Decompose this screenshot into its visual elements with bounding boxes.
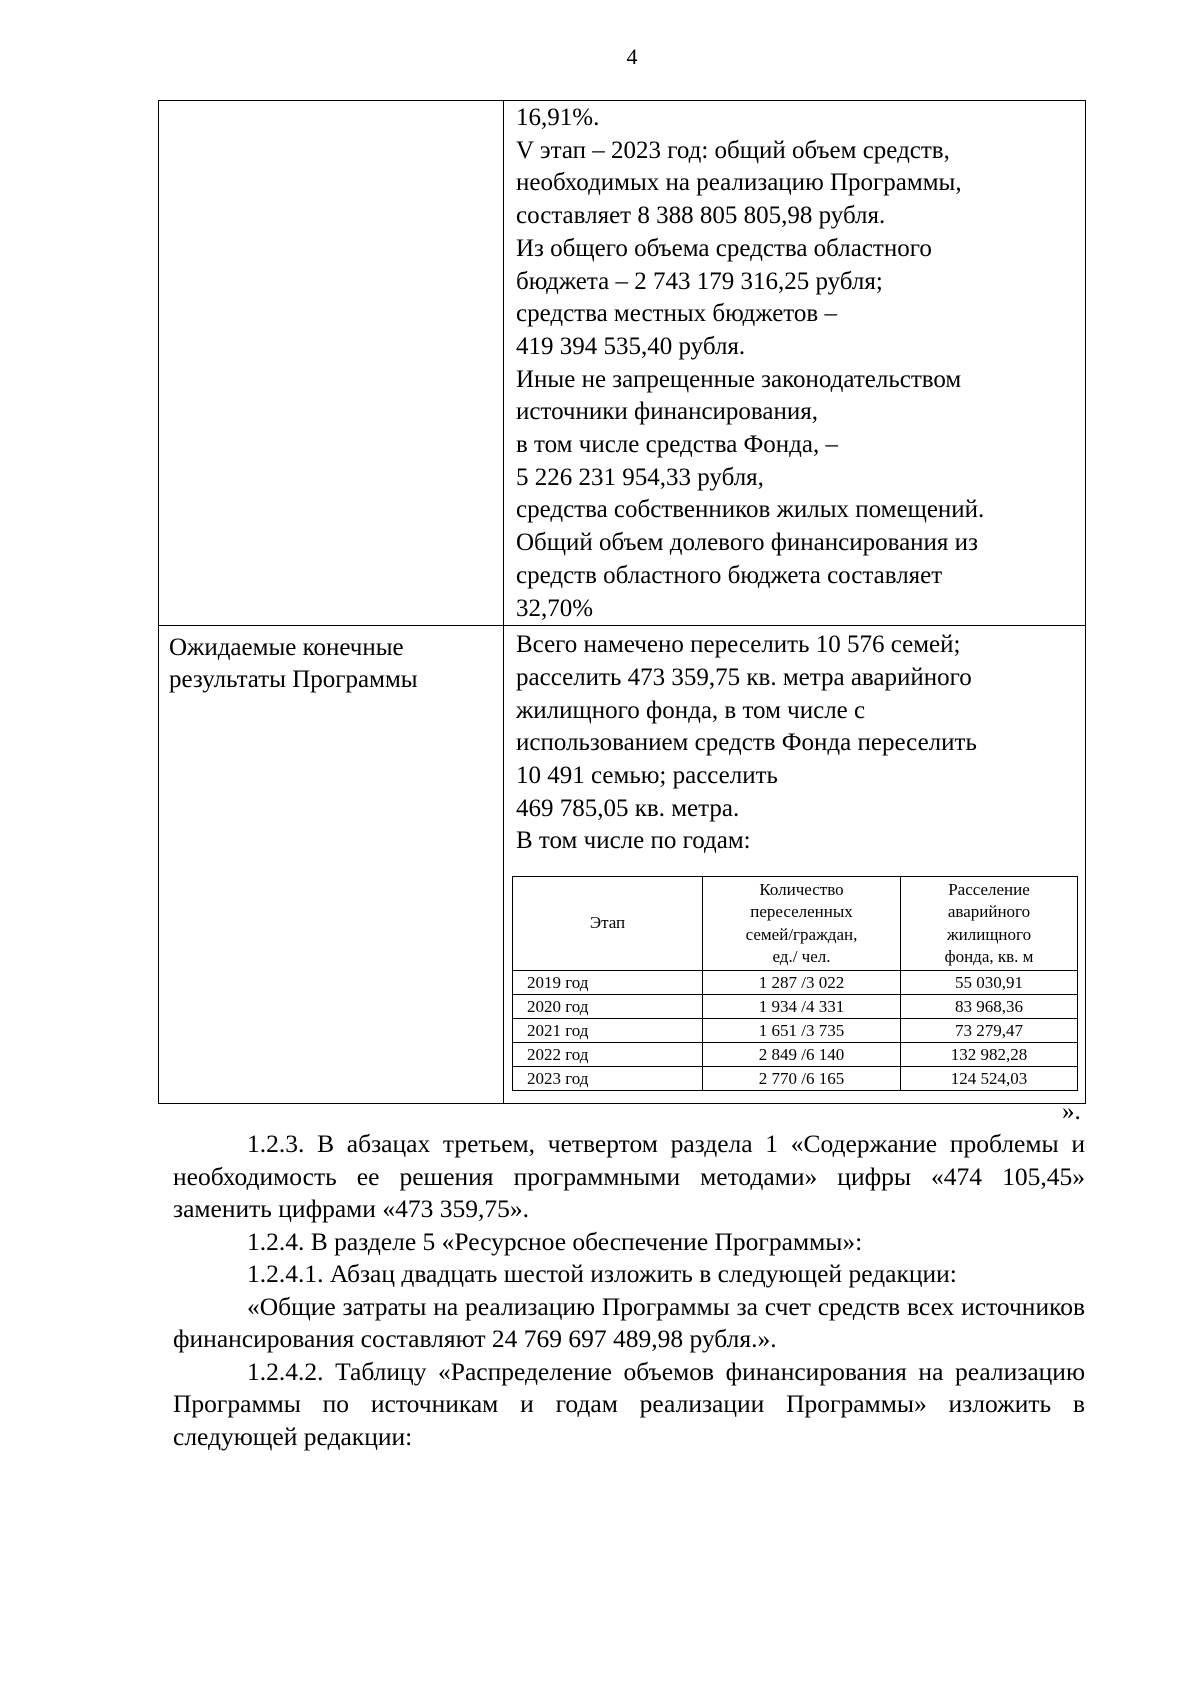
row-year: 2021 год [513,1019,703,1043]
paragraph-1-2-4-1: 1.2.4.1. Абзац двадцать шестой изложить в следующей редакции: [247,1259,957,1288]
funding-line: средства собственников жилых помещений. [516,496,985,524]
row-families: 1 934 /4 331 [703,995,901,1019]
program-passport-table [158,100,1086,1104]
closing-quote: ». [1062,1098,1081,1125]
row-area: 83 968,36 [901,995,1078,1019]
page-number: 4 [626,44,638,69]
header-area-line: аварийного [947,902,1031,922]
results-line: использованием средств Фонда переселить [516,729,977,757]
row-families: 2 849 /6 140 [703,1043,901,1067]
funding-line: средств областного бюджета составляет [516,561,943,589]
row-year: 2019 год [513,971,703,995]
header-families-line: семей/граждан, [745,924,858,944]
row-year: 2023 год [513,1067,703,1091]
funding-line: 16,91%. [516,104,600,131]
row-year: 2022 год [513,1043,703,1067]
header-families-line: Количество [759,879,844,899]
paragraph-1-2-3: 1.2.3. В абзацах третьем, четвертом раздела 1 «Содержание проблемы и необходимость ее решения программными методами» цифры «474 105,45» заменить цифрами «473 359,75». [173,1129,1085,1223]
header-area-line: фонда, кв. м [944,947,1034,967]
table-row [513,971,1078,995]
results-line: Всего намечено переселить 10 576 семей; [516,631,961,659]
header-families-line: ед./ чел. [772,947,831,967]
header-area-line: Расселение [948,879,1030,899]
results-row-label [159,626,504,1104]
funding-line: 419 394 535,40 рубля. [516,332,746,360]
funding-line: 5 226 231 954,33 рубля, [516,463,764,491]
paragraph-1-2-4: 1.2.4. В разделе 5 «Ресурсное обеспечение Программы»: [247,1226,863,1256]
results-label-line: результаты Программы [169,666,418,694]
row-families: 1 651 /3 735 [703,1019,901,1043]
funding-row-value [504,101,1086,626]
funding-line: V этап – 2023 год: общий объем средств, [516,136,950,164]
results-row-value [504,626,1086,1104]
funding-line: источники финансирования, [516,398,819,426]
resettlement-by-year-table [512,876,1078,1091]
funding-line: средства местных бюджетов – [516,300,837,328]
funding-line: Из общего объема средства областного [516,234,932,262]
results-row [159,626,1086,1104]
funding-row [159,101,1086,626]
results-line: В том числе по годам: [516,827,751,855]
funding-line: бюджета – 2 743 179 316,25 рубля; [516,267,883,295]
funding-line: составляет 8 388 805 805,98 рубля. [516,202,886,230]
funding-line: Общий объем долевого финансирования из [516,529,978,557]
funding-line: необходимых на реализацию Программы, [516,169,962,197]
inner-table-header [513,877,1078,971]
row-year: 2020 год [513,995,703,1019]
header-area-line: жилищного [946,924,1032,944]
results-line: жилищного фонда, в том числе с [516,696,866,724]
table-row [513,1043,1078,1067]
funding-line: в том числе средства Фонда, – [516,431,838,459]
funding-line: 32,70% [516,594,594,622]
amendment-paragraphs [173,1128,1085,1453]
header-families-line: переселенных [750,902,853,922]
results-line: 10 491 семью; расселить [516,762,778,790]
results-line: 469 785,05 кв. метра. [516,794,740,822]
paragraph-1-2-4-2: 1.2.4.2. Таблицу «Распределение объемов финансирования на реализацию Программы по источникам и годам реализации Программы» изложить в следующей редакции: [173,1356,1085,1451]
table-row [513,995,1078,1019]
funding-line: Иные не запрещенные законодательством [516,365,962,393]
row-area: 55 030,91 [901,971,1078,995]
header-area [901,877,1078,971]
row-area: 73 279,47 [901,1019,1078,1043]
row-families: 2 770 /6 165 [703,1067,901,1091]
table-row [513,1019,1078,1043]
row-families: 1 287 /3 022 [703,971,901,995]
results-label-line: Ожидаемые конечные [169,634,404,662]
header-families [703,877,901,971]
row-area: 124 524,03 [901,1067,1078,1091]
header-stage: Этап [513,877,703,971]
results-line: расселить 473 359,75 кв. метра аварийного [516,663,972,691]
table-row [513,1067,1078,1091]
paragraph-quote-total-costs: «Общие затраты на реализацию Программы за счет средств всех источников финансирования составляют 24 769 697 489,98 рубля.». [173,1291,1085,1353]
funding-row-label [159,101,504,626]
row-area: 132 982,28 [901,1043,1078,1067]
